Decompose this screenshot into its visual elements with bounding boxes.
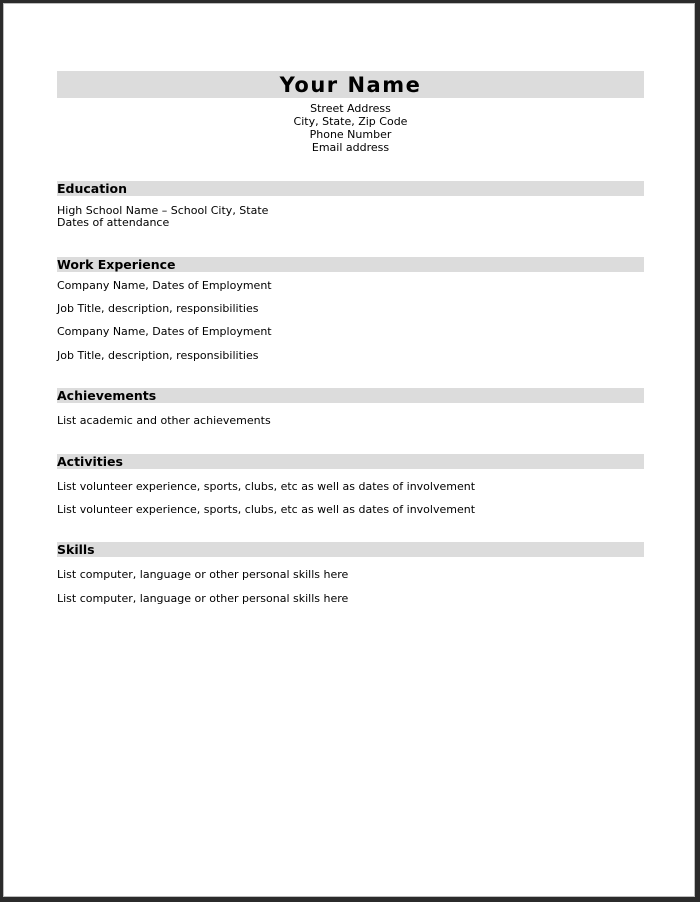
activities-line: List volunteer experience, sports, clubs, etc as well as dates of involvement	[57, 503, 476, 516]
work-experience-line: Company Name, Dates of Employment	[57, 325, 272, 338]
education-line: High School Name – School City, State	[57, 204, 269, 217]
skills-section-bar	[57, 542, 644, 557]
activities-heading: Activities	[57, 454, 123, 469]
resume-page	[3, 3, 695, 897]
activities-line: List volunteer experience, sports, clubs, etc as well as dates of involvement	[57, 480, 476, 493]
skills-heading: Skills	[57, 542, 95, 557]
achievements-heading: Achievements	[57, 388, 157, 403]
work-experience-line: Job Title, description, responsibilities	[57, 302, 259, 315]
skills-line: List computer, language or other personal skills here	[57, 568, 349, 581]
work-experience-line: Job Title, description, responsibilities	[57, 349, 259, 362]
work-experience-line: Company Name, Dates of Employment	[57, 279, 272, 292]
street-address: Street Address	[310, 102, 391, 115]
skills-line: List computer, language or other personal skills here	[57, 592, 349, 605]
education-heading: Education	[57, 181, 127, 196]
achievements-line: List academic and other achievements	[57, 414, 271, 427]
work-experience-heading: Work Experience	[57, 257, 176, 272]
resume-name: Your Name	[279, 73, 422, 97]
city-state-zip: City, State, Zip Code	[293, 115, 408, 128]
contact-block	[57, 102, 644, 154]
email-address: Email address	[311, 141, 390, 154]
activities-section-bar	[57, 454, 644, 469]
education-section-bar	[57, 181, 644, 196]
phone-number: Phone Number	[309, 128, 392, 141]
education-line: Dates of attendance	[57, 216, 170, 229]
